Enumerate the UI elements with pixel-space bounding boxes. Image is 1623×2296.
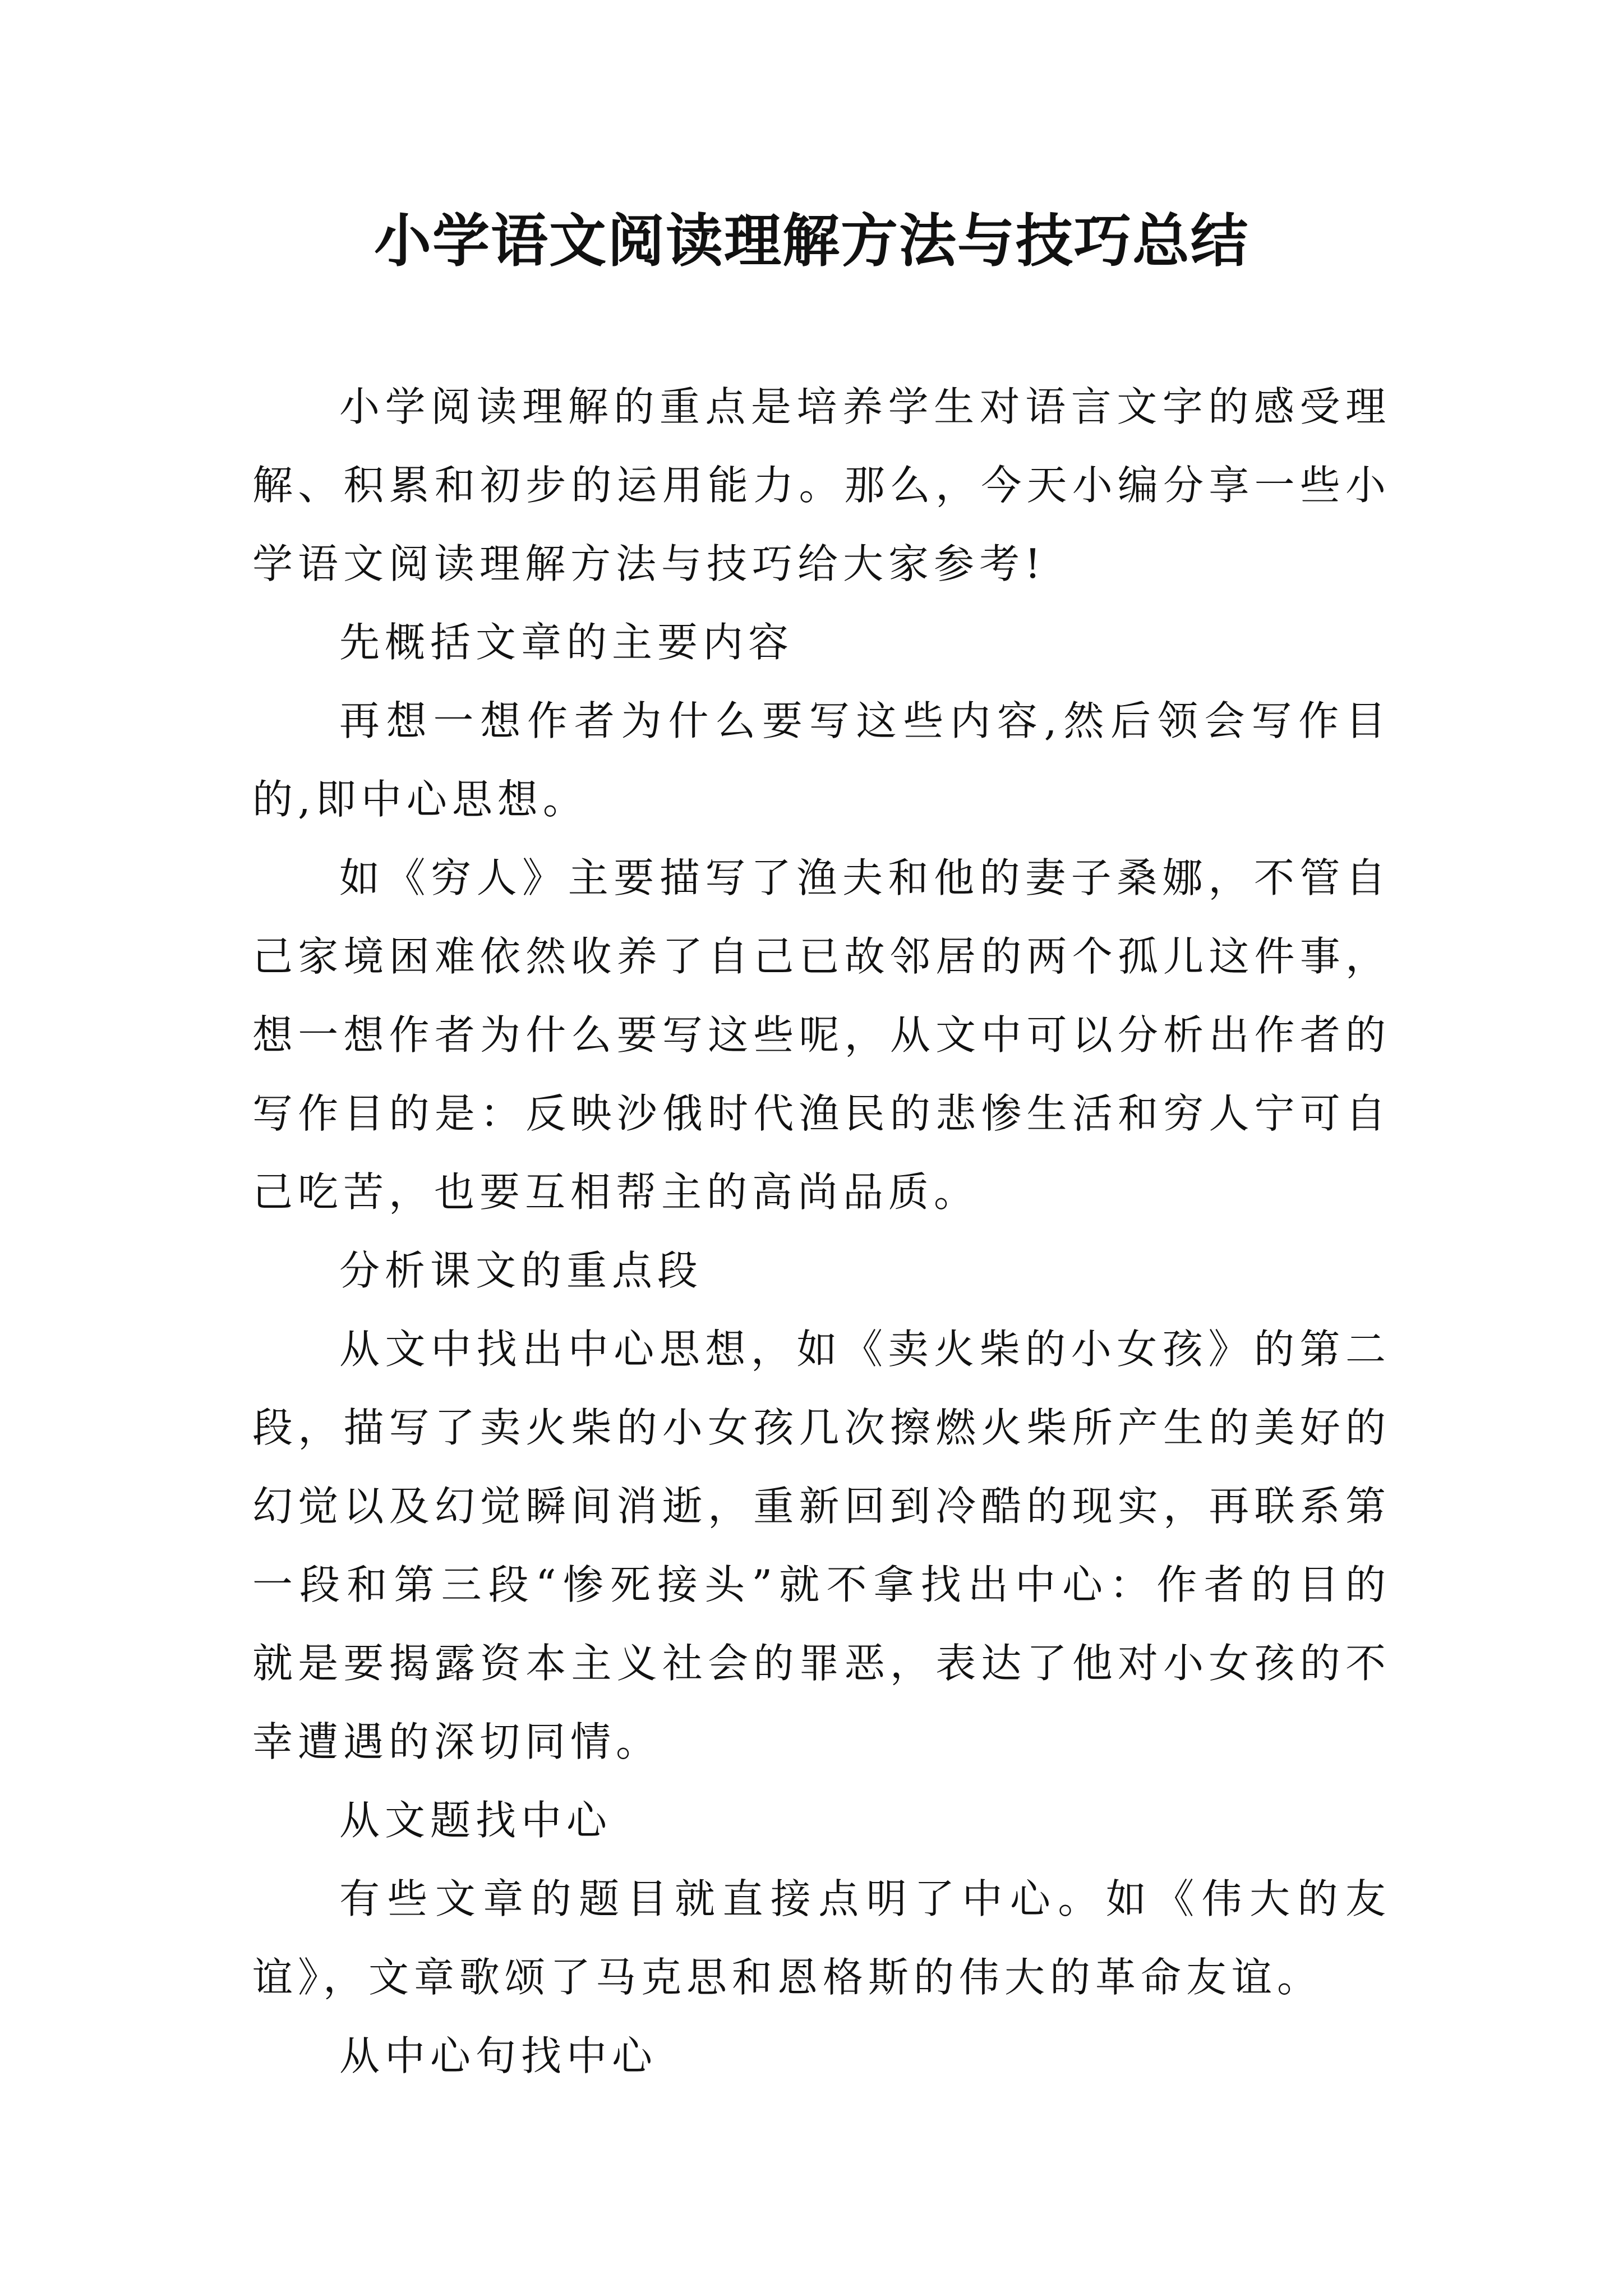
document-body <box>252 367 1391 2095</box>
section-heading-key-paragraph: 分析课文的重点段 <box>339 1247 703 1294</box>
body-paragraph: 再想一想作者为什么要写这些内容,然后领会写作目的,即中心思想。 <box>252 697 1391 823</box>
example-paragraph-friendship: 有些文章的题目就直接点明了中心。如《伟大的友谊》，文章歌颂了马克思和恩格斯的伟大的革命友谊。 <box>252 1875 1391 2001</box>
example-paragraph-match-girl: 从文中找出中心思想，如《卖火柴的小女孩》的第二段，描写了卖火柴的小女孩几次擦燃火柴所产生的美好的幻觉以及幻觉瞬间消逝，重新回到冷酷的现实，再联系第一段和第三段“惨死接头”就不拿找出中心：作者的目的就是要揭露资本主义社会的罪恶，表达了他对小女孩的不幸遭遇的深切同情。 <box>252 1326 1391 1765</box>
intro-paragraph: 小学阅读理解的重点是培养学生对语言文字的感受理解、积累和初步的运用能力。那么，今天小编分享一些小学语文阅读理解方法与技巧给大家参考! <box>252 383 1391 587</box>
section-heading-summarize: 先概括文章的主要内容 <box>339 619 794 666</box>
section-heading-central-sentence: 从中心句找中心 <box>339 2032 658 2079</box>
document-title: 小学语文阅读理解方法与技巧总结 <box>374 208 1249 275</box>
section-heading-from-title: 从文题找中心 <box>339 1797 612 1844</box>
example-paragraph-poor-people: 如《穷人》主要描写了渔夫和他的妻子桑娜，不管自己家境困难依然收养了自己已故邻居的两个孤儿这件事，想一想作者为什么要写这些呢，从文中可以分析出作者的写作目的是：反映沙俄时代渔民的悲惨生活和穷人宁可自己吃苦，也要互相帮主的高尚品质。 <box>252 854 1391 1216</box>
